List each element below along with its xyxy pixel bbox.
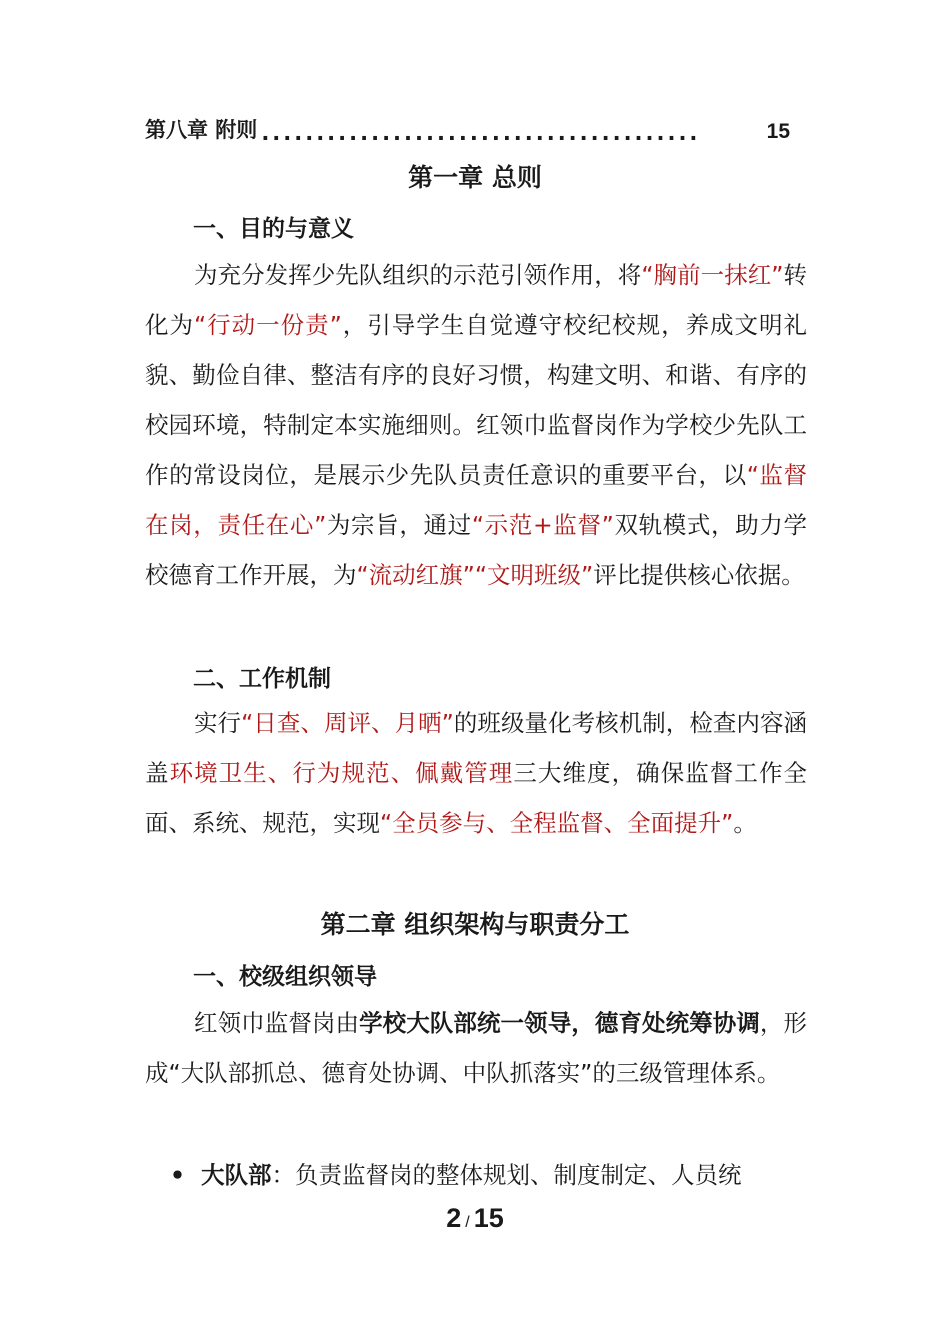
chapter-1-section-1-title: 一、目的与意义 [193,216,354,242]
chapter-1-section-1-paragraph [145,250,807,600]
page-separator: / [465,1214,470,1231]
text-run: 为充分发挥少先队组织的示范引领作用，将 [194,261,642,289]
highlight-text: “示范+监督” [471,511,614,539]
text-run: 双轨模式，助力学校德育工作开展，为 [145,511,808,589]
text-run: 转化为 [145,261,808,339]
toc-entry-title: 第八章 附则 [145,118,258,142]
highlight-text: “文明班级” [474,561,594,589]
highlight-text: “日查、周评、月晒” [241,709,454,737]
text-run: ，形成“大队部抓总、德育处协调、中队抓落实”的三级管理体系。 [145,1009,808,1087]
list-item-label: 大队部 [201,1161,272,1189]
highlight-text: “胸前一抹红” [641,261,784,289]
toc-entry-page: 15 [766,120,790,143]
list-item-text: ：负责监督岗的整体规划、制度制定、人员统 [271,1161,742,1189]
chapter-2-title: 第二章 组织架构与职责分工 [320,910,630,939]
chapter-2-section-1-paragraph [145,998,807,1098]
highlight-text: “全员参与、全程监督、全面提升” [380,809,734,837]
list-item [170,1150,810,1200]
text-run: 三大维度，确保监督工作全面、系统、规范，实现 [145,759,808,837]
text-run: 。 [733,809,757,837]
current-page-number: 2 [446,1203,462,1233]
text-run: 红领巾监督岗由 [194,1009,360,1037]
highlight-text: “流动红旗” [356,561,475,589]
toc-leader-dots: ........................................ [261,122,701,144]
bold-text: 学校大队部统一领导，德育处统筹协调 [359,1009,760,1037]
chapter-1-title: 第一章 总则 [408,163,542,192]
chapter-2-section-1-title: 一、校级组织领导 [193,964,377,990]
text-run: ，引导学生自觉遵守校纪校规，养成文明礼貌、勤俭自律、整洁有序的良好习惯，构建文明、和谐、有序的校园环境，特制定本实施细则。红领巾监督岗作为学校少先队工作的常设岗位，是展示少先队员责任意识的重要平台，以 [145,311,808,489]
bullet-icon: • [170,1161,186,1189]
page-number [0,1203,950,1234]
toc-entry[interactable] [145,112,790,144]
text-run: 评比提供核心依据。 [593,561,805,589]
highlight-text: “监督在岗，责任在心” [145,461,807,539]
total-pages: 15 [473,1203,504,1233]
highlight-text: 环境卫生、行为规范、佩戴管理 [169,759,514,787]
highlight-text: “行动一份责” [193,311,342,339]
text-run: 的班级量化考核机制，检查内容涵盖 [145,709,808,787]
chapter-1-section-2-paragraph [145,698,807,848]
text-run: 为宗旨，通过 [326,511,472,539]
text-run: 实行 [194,709,242,737]
chapter-1-section-2-title: 二、工作机制 [193,666,331,692]
